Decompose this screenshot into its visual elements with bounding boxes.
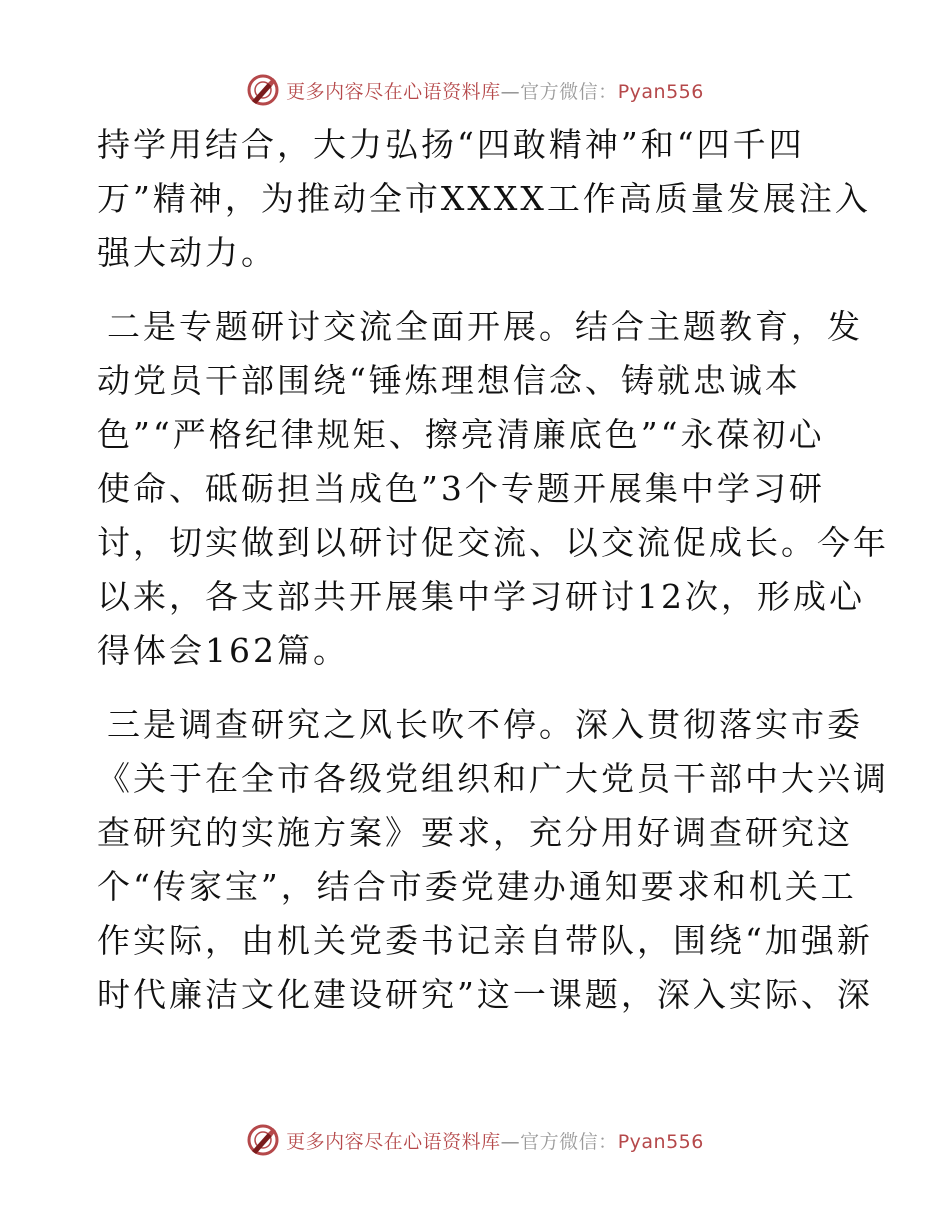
- paragraph-line: 二是专题研讨交流全面开展。结合主题教育，发: [107, 307, 863, 346]
- paragraph-line: 个“传家宝”，结合市委党建办通知要求和机关工: [97, 867, 857, 906]
- watermark-wechat-label: 官方微信：: [520, 80, 618, 103]
- paragraph-line: 动党员干部围绕“锤炼理想信念、铸就忠诚本: [97, 361, 801, 400]
- watermark-dash: —: [500, 80, 521, 103]
- document-body: [97, 118, 889, 1022]
- watermark-wechat-label: 官方微信：: [520, 1130, 618, 1153]
- paragraph-line: 查研究的实施方案》要求，充分用好调查研究这: [97, 813, 853, 852]
- paragraph-line: 以来，各支部共开展集中学习研讨12次，形成心: [97, 577, 865, 616]
- paragraph-line: 得体会162篇。: [97, 631, 349, 670]
- watermark-main: 更多内容尽在心语资料库: [286, 1130, 501, 1153]
- watermark-dash: —: [500, 1130, 521, 1153]
- pen-circle-logo-icon: [246, 73, 280, 107]
- paragraph-line: 《关于在全市各级党组织和广大党员干部中大兴调: [97, 759, 889, 798]
- paragraph-line: 色”“严格纪律规矩、擦亮清廉底色”“永葆初心: [97, 415, 825, 454]
- paragraph-line: 讨，切实做到以研讨促交流、以交流促成长。今年: [97, 523, 889, 562]
- paragraph-1: [97, 118, 871, 280]
- watermark-main: 更多内容尽在心语资料库: [286, 80, 501, 103]
- header-watermark: [0, 70, 950, 110]
- paragraph-line: 作实际，由机关党委书记亲自带队，围绕“加强新: [97, 921, 873, 960]
- watermark-handle: Pyan556: [617, 80, 704, 103]
- watermark-handle: Pyan556: [617, 1130, 704, 1153]
- paragraph-line: 持学用结合，大力弘扬“四敢精神”和“四千四: [97, 125, 805, 164]
- paragraph-line: 强大动力。: [97, 233, 277, 272]
- watermark-text: [286, 1127, 704, 1154]
- paragraph-line: 时代廉洁文化建设研究”这一课题，深入实际、深: [97, 975, 873, 1014]
- pen-circle-logo-icon: [246, 1123, 280, 1157]
- paragraph-line: 三是调查研究之风长吹不停。深入贯彻落实市委: [107, 705, 863, 744]
- paragraph-line: 万”精神，为推动全市XXXX工作高质量发展注入: [97, 179, 871, 218]
- paragraph-3: [97, 698, 889, 1022]
- footer-watermark: [0, 1120, 950, 1160]
- paragraph-2: [97, 300, 889, 678]
- watermark-text: [286, 77, 704, 104]
- paragraph-line: 使命、砥砺担当成色”3个专题开展集中学习研: [97, 469, 825, 508]
